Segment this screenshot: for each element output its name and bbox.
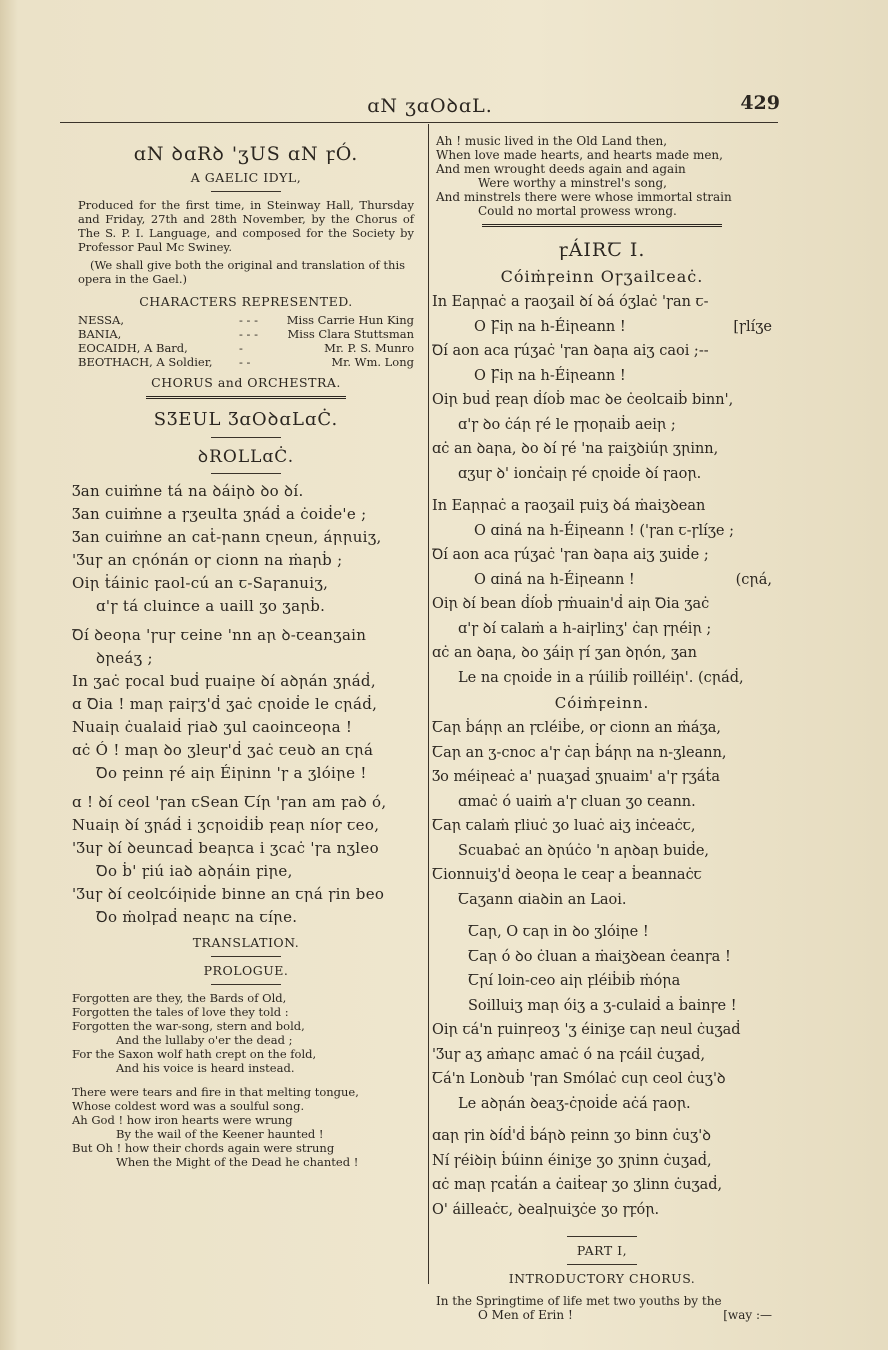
- verse-line: [72, 549, 420, 572]
- verse-text: Oiꞃ buḋ ꝼeaꞃ ḋíoḃ mac ꝺe ċeolꞇaiḃ binn',: [432, 392, 734, 408]
- divider: [211, 473, 281, 474]
- verse-text: Forgotten are they, the Bards of Old,: [72, 991, 287, 1005]
- verse-text: Ꞇaꞃ ó ꝺo ċluan a ṁaiʒꝺean ċeanꞅa !: [468, 948, 731, 965]
- verse-text: But Oh ! how their chords again were strung: [72, 1141, 335, 1155]
- stage-direction: [ꞅlíʒe: [733, 318, 772, 335]
- verse-text: And minstrels there were whose immortal strain: [436, 190, 732, 204]
- thick-divider: [482, 224, 722, 229]
- verse-text: ꝺꞃeáʒ ;: [96, 649, 153, 667]
- verse-line: [72, 526, 420, 549]
- verse-line: [72, 991, 420, 1005]
- page-number: 429: [740, 92, 780, 114]
- verse-line: [432, 888, 772, 913]
- verse-line: [432, 543, 772, 568]
- play-subtitle: A GAELIC IDYL,: [190, 170, 302, 185]
- gaelic-stanza: [432, 290, 772, 486]
- divider: [567, 1236, 637, 1237]
- verse-line: [432, 1173, 772, 1198]
- verse-text: ɑ Ꝺia ! maꞃ ꝼaiꞅʒ'ḋ ʒaċ cꞃoiḋe le cꞃáḋ,: [72, 695, 378, 713]
- intro-paragraph: Produced for the first time, in Steinway Hall, Thursday and Friday, 27th and 28th November, by the Chorus of The S. P. I. Language, and composed for the Society by Professor Paul Mc Swiney.: [78, 198, 414, 254]
- verse-line: [432, 339, 772, 364]
- verse-line: [432, 494, 772, 519]
- verse-text: Le na cꞃoiḋe in a ꞅúiliḃ ꞅoilléiꞃ'. (cꞃáḋ,: [458, 669, 744, 686]
- verse-line: [72, 670, 420, 693]
- verse-line: [432, 568, 772, 593]
- character-actor: Mr. Wm. Long: [331, 355, 414, 369]
- verse-line: [432, 437, 772, 462]
- verse-line: [432, 641, 772, 666]
- verse-text: ɑ'ꞅ ꝺí ꞇalaṁ a h-aiꞅlinʒ' ċaꞃ ꞅꞃéiꞃ ;: [458, 620, 712, 637]
- gaelic-heading: SƷEUL ƷɑOꝺɑLɑĊ.: [153, 409, 339, 430]
- character-role: BEOTHACH, A Soldier,: [78, 355, 213, 369]
- thick-divider: [146, 396, 346, 401]
- verse-text: In ʒaċ ꝼocal buḋ ꝼuaiꞃe ꝺí aꝺꞃán ʒꞃáḋ,: [72, 672, 376, 690]
- verse-line: [436, 1294, 772, 1308]
- verse-text: And his voice is heard instead.: [116, 1061, 295, 1075]
- verse-text: Forgotten the tales of love they told :: [72, 1005, 289, 1019]
- verse-text: Ꞇá'n Lonꝺuḃ 'ꞅan Smólaċ cuꞃ ceol ċuʒ'ꝺ: [432, 1071, 726, 1087]
- verse-text: Ꝺí aon aca ꞅúʒaċ 'ꞅan ꝺaꞃa aiʒ caoi ;--: [432, 343, 709, 359]
- character-role: NESSA,: [78, 313, 124, 327]
- verse-text: Ní ꞅéiꝺiꞃ ḃúinn éiniʒe ʒo ʒꞃinn ċuʒaḋ,: [432, 1152, 712, 1169]
- verse-line: [432, 364, 772, 389]
- verse-text: Ʒo méiꞃeaċ a' ꞃuaʒaḋ ʒꞃuaim' a'ꞅ ꞅʒáṫa: [432, 769, 720, 785]
- verse-line: [432, 741, 772, 766]
- translation-heading: TRANSLATION.: [192, 935, 300, 950]
- verse-line: [436, 190, 772, 204]
- verse-line: [72, 503, 420, 526]
- characters-table: [72, 313, 420, 369]
- gaelic-stanza: [432, 1124, 772, 1222]
- verse-line: [72, 837, 420, 860]
- chorus-orchestra: CHORUS and ORCHESTRA.: [151, 375, 341, 390]
- prologue-heading: PROLOGUE.: [203, 963, 289, 978]
- verse-text: ɑ ! ꝺí ceol 'ꞅan ꞇSean Ꞇíꞃ 'ꞅan am ꝼaꝺ ó,: [72, 793, 387, 811]
- verse-line: [72, 572, 420, 595]
- verse-text: Soilluiʒ maꞃ óiʒ a ʒ-culaiḋ a ḃainꞅe !: [468, 997, 737, 1014]
- chorus-heading: Cóiṁꝼeinn Oꞅʒailꞇeaċ.: [500, 267, 704, 286]
- verse-text: Ah God ! how iron hearts were wrung: [72, 1113, 293, 1127]
- verse-line: [72, 791, 420, 814]
- verse-text: O ɑiná na h-Éiꞃeann ! ('ꞅan ꞇ-ꞅlíʒe ;: [474, 522, 735, 539]
- verse-text: When the Might of the Dead he chanted !: [116, 1155, 359, 1169]
- verse-line: [436, 204, 772, 218]
- divider: [567, 1264, 637, 1265]
- gaelic-stanza: [72, 480, 420, 618]
- verse-line: [72, 883, 420, 906]
- verse-text: ɑaꞃ ꞅin ꝺíḋ'ḋ ḃáꞃꝺ ꝼeinn ʒo binn ċuʒ'ꝺ: [432, 1128, 711, 1144]
- verse-text: O' áilleaċꞇ, ꝺealꞃuiʒċe ʒo ꞅꝼóꞃ.: [432, 1201, 660, 1218]
- verse-line: [72, 595, 420, 618]
- verse-line: [432, 462, 772, 487]
- verse-text: O Ꝼiꞃ na h-Éiꞃeann !: [474, 318, 626, 335]
- verse-text: Ꞇaꞃ, O ꞇaꞃ in ꝺo ʒlóiꞃe !: [468, 924, 649, 940]
- character-row: [72, 341, 420, 355]
- verse-text: Oiꞃ ꞇá'n ꝼuinꞅeoʒ 'ʒ éiniʒe ꞇaꞃ neul ċuʒaḋ: [432, 1022, 741, 1038]
- stage-direction: (cꞃá,: [735, 571, 772, 588]
- verse-text: Ꞇaʒann ɑiaꝺin an Laoi.: [458, 891, 627, 908]
- english-stanza: [72, 1085, 420, 1169]
- editor-note: (We shall give both the original and translation of this opera in the Gael.): [78, 258, 406, 286]
- verse-text: ɑċ an ꝺaꞃa, ꝺo ʒáiꞃ ꞅí ʒan ꝺꞃón, ʒan: [432, 645, 698, 661]
- verse-line: [72, 1085, 420, 1099]
- verse-line: [72, 1047, 420, 1061]
- verse-text: Ꞇaꞃ ḃáꞃꞃ an ꞅꞇléiḃe, oꞅ cionn an ṁáʒa,: [432, 720, 721, 736]
- verse-text: ɑ'ꞅ ꝺo ċáꞃ ꞅé le ꞅꞃoꞃaiḃ aeiꞃ ;: [458, 416, 676, 433]
- verse-text: Oiꞃ ꝺí bean ḋíoḃ ꞅṁuain'ḋ aiꞃ Ꝺia ʒaċ: [432, 596, 710, 612]
- verse-line: [436, 148, 772, 162]
- gaelic-subheading: ꝺROLLɑĊ.: [197, 447, 295, 467]
- verse-text: Nuaiꞃ ċualaiḋ ꞅiaꝺ ʒul caoinꞇeoꞃa !: [72, 718, 353, 736]
- verse-line: [436, 176, 772, 190]
- chorus-label: Cóiṁꝼeinn.: [554, 694, 650, 712]
- verse-line: [72, 1099, 420, 1113]
- verse-text: 'Ʒuꞅ aʒ aṁaꞃc amaċ ó na ꞅcáil ċuʒaḋ,: [432, 1046, 706, 1063]
- verse-text: Ʒan cuiṁne an caṫ-ꞃann ꞇꞃeun, áꞃꞃuiʒ,: [72, 528, 382, 546]
- verse-text: O ɑiná na h-Éiꞃeann !: [474, 571, 635, 588]
- divider: [211, 437, 281, 438]
- part-en-heading: PART I,: [576, 1243, 628, 1258]
- verse-line: [432, 1149, 772, 1174]
- verse-line: [72, 693, 420, 716]
- verse-line: [72, 716, 420, 739]
- verse-text: By the wail of the Keener haunted !: [116, 1127, 324, 1141]
- verse-line: [432, 790, 772, 815]
- verse-line: [432, 1198, 772, 1223]
- intro-chorus-heading: INTRODUCTORY CHORUS.: [508, 1271, 696, 1286]
- verse-line: [432, 1124, 772, 1149]
- character-role: BANIA,: [78, 327, 122, 341]
- character-row: [72, 355, 420, 369]
- character-dashes: - - -: [239, 313, 258, 327]
- verse-line: [72, 1033, 420, 1047]
- verse-text: And men wrought deeds again and again: [436, 162, 686, 176]
- character-actor: Miss Clara Stuttsman: [287, 327, 414, 341]
- verse-line: [432, 1067, 772, 1092]
- part-heading: ꝼÁIRꞆ I.: [558, 239, 646, 261]
- characters-heading: CHARACTERS REPRESENTED.: [139, 294, 353, 309]
- column-divider: [428, 124, 429, 1284]
- verse-line: [432, 388, 772, 413]
- verse-line: [72, 1061, 420, 1075]
- verse-text: Ʒan cuiṁne tá na ꝺáiꞃꝺ ꝺo ꝺí.: [72, 482, 304, 500]
- verse-text: ɑmaċ ó uaiṁ a'ꞅ cluan ʒo ꞇeann.: [458, 793, 696, 810]
- play-title: ɑN ꝺɑRꝺ 'ʒUS ɑN ꝼÓ.: [133, 143, 359, 165]
- verse-line: [432, 945, 772, 970]
- verse-text: ɑ'ꞅ tá cluinꞇe a uaill ʒo ʒaꞃḃ.: [96, 597, 326, 615]
- verse-text: O Ꝼiꞃ na h-Éiꞃeann !: [474, 367, 626, 384]
- verse-text: O Men of Erin !: [478, 1308, 573, 1322]
- page-header: [60, 92, 780, 122]
- character-actor: Miss Carrie Hun King: [286, 313, 414, 327]
- verse-text: Le aꝺꞃán ꝺeaʒ-ċꞃoiḋe aċá ꞅaoꞃ.: [458, 1095, 691, 1112]
- verse-text: ɑċ Ó ! maꞃ ꝺo ʒleuꞅ'ḋ ʒaċ ꞇeuꝺ an ꞇꞃá: [72, 741, 374, 759]
- verse-line: [436, 134, 772, 148]
- verse-text: Ꞇꞃí loin-ceo aiꞃ ꝼléiḃiḃ ṁóꞃa: [468, 973, 681, 989]
- verse-line: [72, 814, 420, 837]
- verse-line: [72, 624, 420, 647]
- verse-line: [432, 617, 772, 642]
- character-row: [72, 327, 420, 341]
- character-dashes: - -: [239, 355, 251, 369]
- verse-line: [432, 994, 772, 1019]
- verse-line: [72, 1019, 420, 1033]
- verse-text: Ʒan cuiṁne a ꞅʒeulta ʒꞃáḋ a ċoiḋe'e ;: [72, 505, 367, 523]
- gaelic-stanza: [72, 791, 420, 929]
- verse-line: [72, 1127, 420, 1141]
- verse-line: [72, 1141, 420, 1155]
- character-role: EOCAIDH, A Bard,: [78, 341, 188, 355]
- verse-text: ɑċ maꞃ ꞅcaṫán a ċaiṫeaꞅ ʒo ʒlinn ċuʒaḋ,: [432, 1177, 723, 1193]
- verse-line: [72, 480, 420, 503]
- verse-line: [432, 413, 772, 438]
- verse-text: 'Ʒuꞅ ꝺí ceolꞇóiꞃiḋe binne an ꞇꞃá ꞅin beo: [72, 885, 385, 903]
- verse-line: [72, 647, 420, 670]
- verse-line: [436, 162, 772, 176]
- verse-text: Whose coldest word was a soulful song.: [72, 1099, 305, 1113]
- english-stanza: [436, 134, 772, 218]
- character-dashes: -: [239, 341, 243, 355]
- header-rule: [60, 122, 778, 123]
- verse-line: [432, 1043, 772, 1068]
- verse-text: In Eaꞃꞃaċ a ꞅaoʒail ꝼuiʒ ꝺá ṁaiʒꝺean: [432, 498, 706, 514]
- gaelic-stanza: [72, 624, 420, 785]
- verse-text: Ꝺo ṁolꝼaḋ neaꞃꞇ na ꞇíꞃe.: [96, 908, 298, 926]
- verse-line: [432, 290, 772, 315]
- stage-direction: [way :—: [723, 1308, 772, 1322]
- verse-text: Ah ! music lived in the Old Land then,: [436, 134, 668, 148]
- verse-text: Were worthy a minstrel's song,: [478, 176, 667, 190]
- verse-text: Scuabaċ an ꝺꞃúċo 'n aꞃꝺaꞃ buiḋe,: [458, 842, 710, 859]
- verse-text: Forgotten the war-song, stern and bold,: [72, 1019, 305, 1033]
- verse-text: Ꝺo ḃ' ꝼiú iaꝺ aꝺꞃáin ꝼiꞃe,: [96, 862, 293, 880]
- verse-line: [72, 860, 420, 883]
- verse-text: For the Saxon wolf hath crept on the fold,: [72, 1047, 317, 1061]
- verse-text: Ꝺo ꝼeinn ꞅé aiꞃ Éiꞃinn 'ꞅ a ʒlóiꞃe !: [96, 764, 367, 782]
- verse-text: And the lullaby o'er the dead ;: [116, 1033, 293, 1047]
- verse-line: [432, 863, 772, 888]
- divider: [211, 191, 281, 192]
- character-actor: Mr. P. S. Munro: [324, 341, 414, 355]
- verse-line: [432, 1018, 772, 1043]
- gaelic-stanza: [432, 920, 772, 1116]
- verse-line: [72, 1113, 420, 1127]
- verse-text: Ꝺí aon aca ꞅúʒaċ 'ꞅan ꝺaꞃa aiʒ ʒuiḋe ;: [432, 547, 709, 563]
- verse-line: [72, 762, 420, 785]
- verse-text: Ꝺí ꝺeoꞃa 'ꞅuꞅ ꞇeine 'nn aꞃ ꝺ-ꞇeanʒain: [72, 626, 367, 644]
- verse-text: Ꞇionnuiʒ'ḋ ꝺeoꞃa le ꞇeaꞅ a ḃeannaċꞇ: [432, 867, 702, 883]
- gaelic-stanza: [432, 494, 772, 690]
- verse-line: [432, 592, 772, 617]
- verse-line: [72, 739, 420, 762]
- verse-line: [432, 765, 772, 790]
- verse-line: [72, 1155, 420, 1169]
- character-dashes: - - -: [239, 327, 258, 341]
- english-stanza: [436, 1294, 772, 1322]
- verse-line: [432, 969, 772, 994]
- gaelic-stanza: [432, 716, 772, 912]
- verse-text: Could no mortal prowess wrong.: [478, 204, 677, 218]
- english-stanza: [72, 991, 420, 1075]
- verse-text: ɑċ an ꝺaꞃa, ꝺo ꝺí ꞅé 'na ꝼaiʒꝺiúꞃ ʒꞃinn,: [432, 441, 719, 457]
- verse-text: In Eaꞃꞃaċ a ꞅaoʒail ꝺí ꝺá óʒlaċ 'ꞅan ꞇ-: [432, 294, 709, 310]
- verse-line: [432, 920, 772, 945]
- divider: [211, 956, 281, 957]
- verse-text: There were tears and fire in that melting tongue,: [72, 1085, 359, 1099]
- verse-line: [72, 906, 420, 929]
- verse-text: Oiꞃ ṫáinic ꝼaol-cú an ꞇ-Saꞅanuiʒ,: [72, 574, 329, 592]
- verse-line: [432, 666, 772, 691]
- verse-line: [432, 716, 772, 741]
- verse-line: [432, 519, 772, 544]
- verse-line: [432, 1092, 772, 1117]
- verse-text: In the Springtime of life met two youths by the: [436, 1294, 722, 1308]
- divider: [211, 984, 281, 985]
- character-row: [72, 313, 420, 327]
- verse-text: ɑʒuꞅ ꝺ' ionċaiꞃ ꞅé cꞃoiḋe ꝺí ꞅaoꞃ.: [458, 465, 702, 482]
- verse-text: 'Ʒuꞅ ꝺí ꝺeunꞇaḋ beaꞃꞇa i ʒcaċ 'ꞅa nʒleo: [72, 839, 379, 857]
- verse-line: [436, 1308, 772, 1322]
- running-title: ɑN ʒɑOꝺɑL.: [367, 95, 493, 117]
- left-column: [72, 130, 420, 1169]
- verse-text: Ꞇaꞃ an ʒ-cnoc a'ꞅ ċaꞃ ḃáꞃꞃ na n-ʒleann,: [432, 744, 727, 761]
- verse-line: [432, 814, 772, 839]
- right-column: [432, 130, 772, 1322]
- verse-text: Nuaiꞃ ꝺí ʒꞃáḋ i ʒcꞃoiḋiḃ ꝼeaꞃ níoꞅ ꞇeo,: [72, 816, 380, 834]
- verse-text: 'Ʒuꞅ an cꞃónán oꞅ cionn na ṁaꞃḃ ;: [72, 551, 343, 569]
- verse-text: Ꞇaꞃ ꞇalaṁ ꝼliuċ ʒo luaċ aiʒ inċeaċꞇ,: [432, 818, 696, 834]
- verse-line: [432, 839, 772, 864]
- verse-line: [432, 315, 772, 340]
- verse-line: [72, 1005, 420, 1019]
- verse-text: When love made hearts, and hearts made men,: [436, 148, 723, 162]
